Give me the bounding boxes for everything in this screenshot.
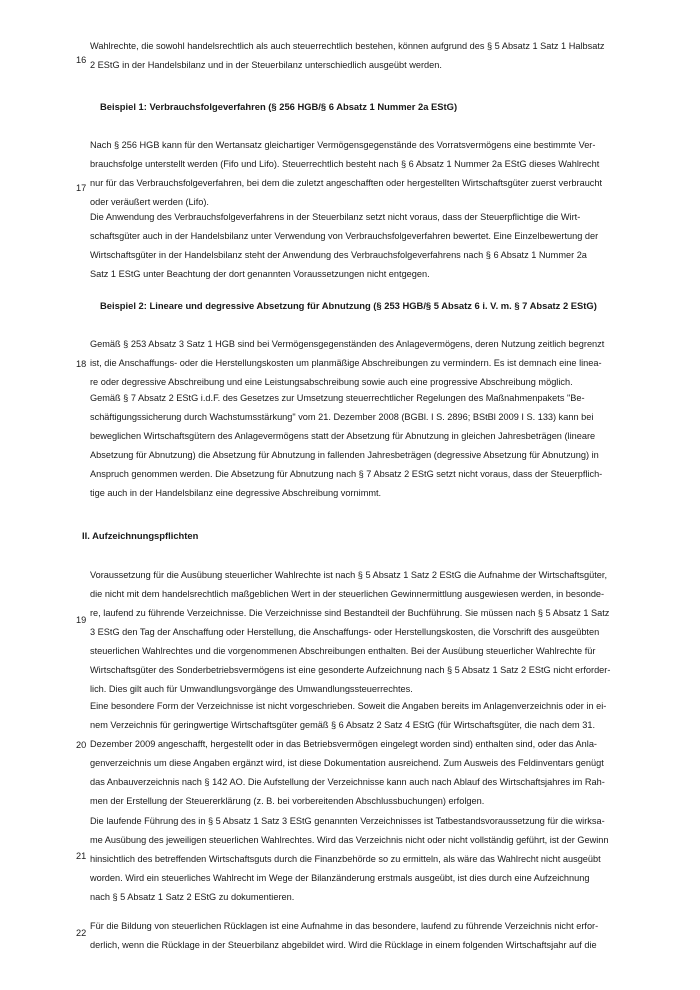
text-line: ist, die Anschaffungs- oder die Herstellungskosten um planmäßige Abschreibungen zu vermindern. Es ist demnach eine linea- (90, 358, 602, 368)
text-line: schäftigungssicherung durch Wachstumsstärkung" vom 21. Dezember 2008 (BGBl. I S. 2896; BStBl 2009 I S. 133) kann bei (90, 412, 594, 422)
text-line: lich. Dies gilt auch für Umwandlungsvorgänge des Umwandlungssteuerrechtes. (90, 684, 413, 694)
section-heading: II. Aufzeichnungspflichten (82, 530, 199, 541)
text-line: me Ausübung des jeweiligen steuerlichen Wahlrechtes. Wird das Verzeichnis nicht oder nicht vollständig geführt, ist der Gewinn (90, 835, 609, 845)
paragraph-18b (90, 389, 618, 503)
text-line: nach § 5 Absatz 1 Satz 2 EStG zu dokumentieren. (90, 892, 295, 902)
text-line: brauchsfolge unterstellt werden (Fifo und Lifo). Steuerrechtlich besteht nach § 6 Absatz 1 Nummer 2a EStG dieses Wahlrecht (90, 159, 600, 169)
text-line: oder veräußert werden (Lifo). (90, 197, 209, 207)
paragraph-19 (90, 566, 618, 699)
text-line: hinsichtlich des betreffenden Wirtschaftsguts durch die Finanzbehörde so zu ermitteln, als wäre das Wahlrecht nicht ausgeübt (90, 854, 601, 864)
text-line: re, laufend zu führende Verzeichnisse. Die Verzeichnisse sind Bestandteil der Buchführung. Sie müssen nach § 5 Absatz 1 Satz (90, 608, 610, 618)
text-line: nem Verzeichnis für geringwertige Wirtschaftsgüter gemäß § 6 Absatz 2 Satz 4 EStG (für Wirtschaftsgüter, die nach dem 31. (90, 720, 596, 730)
text-line: Voraussetzung für die Ausübung steuerlicher Wahlrechte ist nach § 5 Absatz 1 Satz 2 EStG die Aufnahme der Wirtschaftsgüter, (90, 570, 607, 580)
text-line: derlich, wenn die Rücklage in der Steuerbilanz abgebildet wird. Wird die Rücklage in einem folgenden Wirtschaftsjahr auf die (90, 940, 597, 950)
text-line: Wirtschaftsgüter in der Handelsbilanz steht der Anwendung des Verbrauchsfolgeverfahrens nach § 6 Absatz 1 Nummer 2a (90, 250, 587, 260)
text-line: Gemäß § 253 Absatz 3 Satz 1 HGB sind bei Vermögensgegenständen des Anlagevermögens, deren Nutzung zeitlich begrenzt (90, 339, 605, 349)
text-line: worden. Wird ein steuerliches Wahlrecht im Wege der Bilanzänderung erstmals ausgeübt, ist dies durch eine Aufzeichnung (90, 873, 590, 883)
text-line: re oder degressive Abschreibung und eine Leistungsabschreibung sowie auch eine progressive Abschreibung möglich. (90, 377, 573, 387)
margin-number: 17 (76, 183, 87, 193)
text-line: Wirtschaftsgüter des Sonderbetriebsvermögens ist eine gesonderte Aufzeichnung nach § 5 Absatz 1 Satz 2 EStG nicht erforder- (90, 665, 611, 675)
paragraph-21 (90, 812, 618, 907)
paragraph-20 (90, 697, 618, 811)
paragraph-22 (90, 917, 618, 955)
paragraph-18a (90, 335, 618, 392)
text-line: nur für das Verbrauchsfolgeverfahren, bei dem die zuletzt angeschafften oder hergestellten Wirtschaftsgüter zuerst verbraucht (90, 178, 603, 188)
text-line: 3 EStG den Tag der Anschaffung oder Herstellung, die Anschaffungs- oder Herstellungskosten, die Vorschrift des ausgeübten (90, 627, 600, 637)
text-line: Wahlrechte, die sowohl handelsrechtlich als auch steuerrechtlich bestehen, können aufgrund des § 5 Absatz 1 Satz 1 Halbsatz (90, 41, 605, 51)
text-line: beweglichen Wirtschaftsgütern des Anlagevermögens statt der Absetzung für Abnutzung in gleichen Jahresbeträgen (lineare (90, 431, 596, 441)
paragraph-16 (90, 37, 618, 75)
text-line: men der Erstellung der Steuererklärung (z. B. bei vorbereitenden Abschlussbuchungen) erfolgen. (90, 796, 485, 806)
example-heading: Beispiel 1: Verbrauchsfolgeverfahren (§ 256 HGB/§ 6 Absatz 1 Nummer 2a EStG) (100, 101, 458, 112)
margin-number: 19 (76, 615, 87, 625)
margin-number: 21 (76, 851, 87, 861)
text-line: Anspruch genommen werden. Die Absetzung für Abnutzung nach § 7 Absatz 2 EStG setzt nicht voraus, dass der Steuerpflich- (90, 469, 603, 479)
paragraph-17b (90, 208, 618, 284)
text-line: Die laufende Führung des in § 5 Absatz 1 Satz 3 EStG genannten Verzeichnisses ist Tatbestandsvoraussetzung für die wirksa- (90, 816, 605, 826)
text-line: Gemäß § 7 Absatz 2 EStG i.d.F. des Gesetzes zur Umsetzung steuerrechtlicher Regelungen des Maßnahmenpakets "Be- (90, 393, 585, 403)
margin-number: 22 (76, 928, 87, 938)
margin-number: 20 (76, 740, 87, 750)
text-line: die nicht mit dem handelsrechtlich maßgeblichen Wert in der steuerlichen Gewinnermittlung ausgewiesen werden, in besonde- (90, 589, 605, 599)
text-line: 2 EStG in der Handelsbilanz und in der Steuerbilanz unterschiedlich ausgeübt werden. (90, 60, 442, 70)
text-line: Die Anwendung des Verbrauchsfolgeverfahrens in der Steuerbilanz setzt nicht voraus, dass der Steuerpflichtige die Wirt- (90, 212, 581, 222)
text-line: Dezember 2009 angeschafft, hergestellt oder in das Betriebsvermögen eingelegt worden sind) enthalten sind, oder das Anla- (90, 739, 597, 749)
text-line: Absetzung für Abnutzung) die Absetzung für Abnutzung in fallenden Jahresbeträgen (degressive Absetzung für Abnutzung) in (90, 450, 599, 460)
text-line: Eine besondere Form der Verzeichnisse ist nicht vorgeschrieben. Soweit die Angaben bereits im Anlagenverzeichnis oder in ei- (90, 701, 607, 711)
text-line: tige auch in der Handelsbilanz eine degressive Abschreibung vornimmt. (90, 488, 382, 498)
text-line: Satz 1 EStG unter Beachtung der dort genannten Voraussetzungen nicht entgegen. (90, 269, 430, 279)
text-line: steuerlichen Wahlrechtes und die vorgenommenen Abschreibungen enthalten. Bei der Ausübung steuerlicher Wahlrechte für (90, 646, 596, 656)
text-line: das Anbauverzeichnis nach § 142 AO. Die Aufstellung der Verzeichnisse kann auch nach Ablauf des Wirtschaftsjahres im Rah- (90, 777, 605, 787)
margin-number: 16 (76, 55, 87, 65)
text-line: Für die Bildung von steuerlichen Rücklagen ist eine Aufnahme in das besondere, laufend zu führende Verzeichnis nicht erfor- (90, 921, 599, 931)
margin-number: 18 (76, 359, 87, 369)
text-line: Nach § 256 HGB kann für den Wertansatz gleichartiger Vermögensgegenstände des Vorratsvermögens eine bestimmte Ver- (90, 140, 596, 150)
example-heading: Beispiel 2: Lineare und degressive Absetzung für Abnutzung (§ 253 HGB/§ 5 Absatz 6 i. V. m. § 7 Absatz 2 EStG) (100, 300, 597, 311)
text-line: schaftsgüter auch in der Handelsbilanz unter Verwendung von Verbrauchsfolgeverfahren bewertet. Eine Einzelbewertung der (90, 231, 599, 241)
paragraph-17a (90, 136, 618, 212)
text-line: genverzeichnis um diese Angaben ergänzt wird, ist diese Dokumentation ausreichend. Zum Ausweis des Feldinventars genügt (90, 758, 604, 768)
